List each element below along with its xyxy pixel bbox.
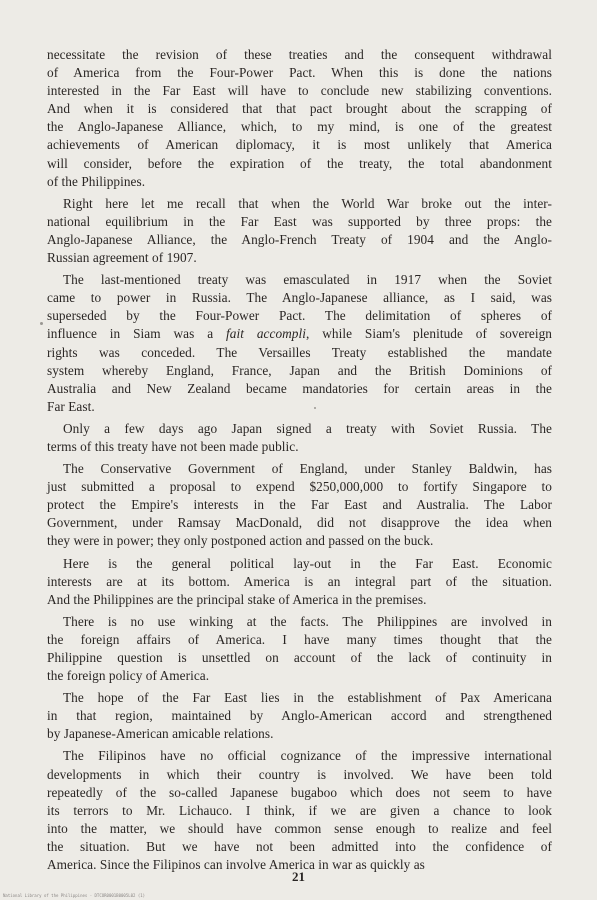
scan-speck bbox=[314, 407, 316, 409]
text-line: The hope of the Far East lies in the establishment of Pax Americana bbox=[63, 690, 552, 706]
paragraph bbox=[47, 613, 552, 685]
paragraph bbox=[47, 271, 552, 416]
paragraph bbox=[47, 46, 552, 191]
paragraph bbox=[47, 460, 552, 550]
text-line: terms of this treaty have not been made public. bbox=[47, 438, 299, 454]
text-line: national equilibrium in the Far East was supported by three props: the bbox=[47, 213, 552, 229]
text-line: interests are at its bottom. America is an integral part of the situation. bbox=[47, 573, 552, 589]
paragraph bbox=[47, 689, 552, 743]
text-line: its terrors to Mr. Lichauco. I think, if we are given a chance to look bbox=[47, 802, 552, 818]
text-line: developments in which their country is involved. We have been told bbox=[47, 766, 552, 782]
text-line: the Anglo-Japanese Alliance, which, to my mind, is one of the greatest bbox=[47, 119, 552, 135]
text-line: came to power in Russia. The Anglo-Japanese alliance, as I said, was bbox=[47, 290, 552, 306]
text-line: The Filipinos have no official cognizance of the impressive international bbox=[63, 748, 552, 764]
text-line: the situation. But we have not been admitted into the confidence of bbox=[47, 838, 552, 854]
text-line: Far East. bbox=[47, 398, 95, 414]
text-line: system whereby England, France, Japan and the British Dominions of bbox=[47, 362, 552, 378]
paragraph bbox=[47, 747, 552, 874]
paragraph bbox=[47, 420, 552, 456]
text-line: There is no use winking at the facts. The Philippines are involved in bbox=[63, 613, 552, 629]
text-line: And the Philippines are the principal stake of America in the premises. bbox=[47, 591, 427, 607]
text-line: Russian agreement of 1907. bbox=[47, 250, 197, 266]
text-line: the foreign policy of America. bbox=[47, 668, 210, 684]
text-line: Here is the general political lay-out in the Far East. Economic bbox=[63, 555, 552, 571]
text-line: just submitted a proposal to expend $250,000,000 to fortify Singapore to bbox=[47, 479, 552, 495]
text-line: rights was conceded. The Versailles Treaty established the mandate bbox=[47, 344, 552, 360]
text-line: influence in Siam was a fait accompli, while Siam's plenitude of sovereign bbox=[47, 326, 552, 342]
text-line: Australia and New Zealand became mandatories for certain areas in the bbox=[47, 380, 552, 396]
text-line: Government, under Ramsay MacDonald, did not disapprove the idea when bbox=[47, 515, 552, 531]
paragraph bbox=[47, 555, 552, 609]
text-line: The last-mentioned treaty was emasculated in 1917 when the Soviet bbox=[63, 272, 552, 288]
text-line: will consider, before the expiration of the treaty, the total abandonment bbox=[47, 155, 552, 171]
text-line: The Conservative Government of England, under Stanley Baldwin, has bbox=[63, 461, 552, 477]
text-line: of the Philippines. bbox=[47, 173, 146, 189]
text-line: in that region, maintained by Anglo-American accord and strengthened bbox=[47, 708, 552, 724]
text-line: Only a few days ago Japan signed a treaty with Soviet Russia. The bbox=[63, 420, 552, 436]
text-line: interested in the Far East will have to conclude new stabilizing conventions. bbox=[47, 83, 552, 99]
text-line: repeatedly of the so-called Japanese bugaboo which does not seem to have bbox=[47, 784, 552, 800]
text-line: Anglo-Japanese Alliance, the Anglo-French Treaty of 1904 and the Anglo- bbox=[47, 231, 552, 247]
text-line: achievements of American diplomacy, it is most unlikely that America bbox=[47, 137, 552, 153]
scan-speck bbox=[40, 322, 43, 325]
text-line: Right here let me recall that when the World War broke out the inter- bbox=[63, 195, 552, 211]
text-line: necessitate the revision of these treaties and the consequent withdrawal bbox=[47, 47, 552, 62]
text-line: of America from the Four-Power Pact. When this is done the nations bbox=[47, 65, 552, 81]
italic-phrase: fait accompli bbox=[226, 326, 306, 342]
text-line: the foreign affairs of America. I have many times thought that the bbox=[47, 631, 552, 647]
text-line: protect the Empire's interests in the Far East and Australia. The Labor bbox=[47, 497, 552, 513]
text-line: they were in power; they only postponed action and passed on the buck. bbox=[47, 533, 434, 549]
page-number: 21 bbox=[292, 869, 305, 884]
scan-footer-tag: National Library of the Philippines · DTCOR0001B0005L02 (1) bbox=[3, 893, 146, 898]
text-line: Philippine question is unsettled on account of the lack of continuity in bbox=[47, 650, 552, 665]
text-line: by Japanese-American amicable relations. bbox=[47, 726, 274, 742]
text-line: America. Since the Filipinos can involve America in war as quickly as bbox=[47, 857, 425, 873]
paragraph bbox=[47, 195, 552, 267]
text-line: And when it is considered that that pact brought about the scrapping of bbox=[47, 101, 552, 117]
text-line: superseded by the Four-Power Pact. The delimitation of spheres of bbox=[47, 308, 552, 324]
body-text bbox=[47, 46, 552, 878]
text-line: into the matter, we should have common sense enough to realize and feel bbox=[47, 820, 552, 836]
